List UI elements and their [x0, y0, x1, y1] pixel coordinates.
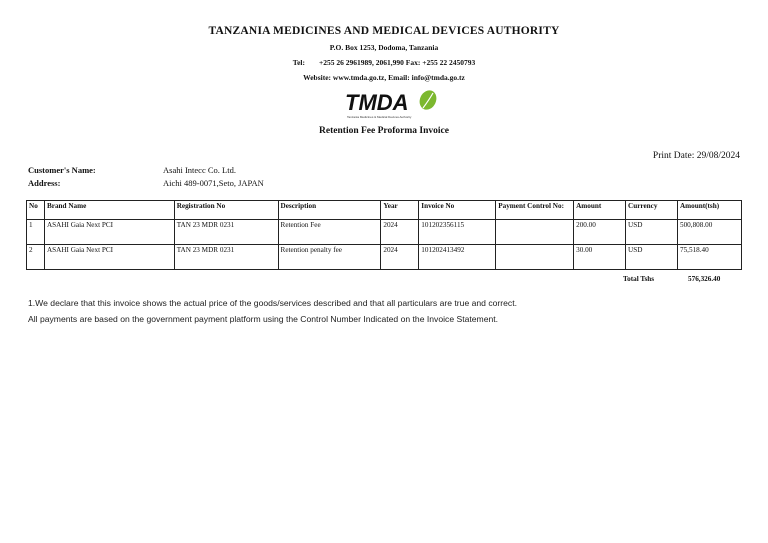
table-row — [27, 220, 742, 245]
cell-amount: 30.00 — [574, 245, 626, 270]
cell-description: Retention penalty fee — [278, 245, 381, 270]
customer-name-label: Customer's Name: — [28, 165, 96, 175]
cell-amount-tsh: 75,518.40 — [677, 245, 741, 270]
cell-invoice-no: 101202356115 — [419, 220, 496, 245]
organization-name: TANZANIA MEDICINES AND MEDICAL DEVICES AUTHORITY — [208, 25, 560, 37]
header-payment-control-no: Payment Control No: — [496, 201, 574, 220]
customer-address-label: Address: — [28, 178, 61, 188]
document-title: Retention Fee Proforma Invoice — [319, 126, 449, 136]
invoice-table — [26, 200, 742, 270]
cell-year: 2024 — [381, 220, 419, 245]
header-year: Year — [381, 201, 419, 220]
tel-label: Tel: — [292, 58, 305, 67]
logo-tagline: Tanzania Medicines & Medical Devices Authority — [347, 115, 412, 119]
header-no: No — [27, 201, 45, 220]
table-row — [27, 245, 742, 270]
cell-payment-control-no — [496, 245, 574, 270]
header-amount-tsh: Amount(tsh) — [677, 201, 741, 220]
total-label: Total Tshs — [623, 275, 655, 283]
tmda-logo — [345, 88, 439, 120]
cell-brand-name: ASAHI Gaia Next PCI — [44, 245, 174, 270]
cell-no: 1 — [27, 220, 45, 245]
header-currency: Currency — [626, 201, 678, 220]
cell-no: 2 — [27, 245, 45, 270]
organization-address: P.O. Box 1253, Dodoma, Tanzania — [329, 43, 439, 52]
website-email-line: Website: www.tmda.go.tz, Email: info@tmda.go.tz — [303, 73, 465, 82]
cell-year: 2024 — [381, 245, 419, 270]
cell-invoice-no: 101202413492 — [419, 245, 496, 270]
cell-description: Retention Fee — [278, 220, 381, 245]
cell-registration-no: TAN 23 MDR 0231 — [174, 245, 278, 270]
leaf-icon — [417, 88, 439, 112]
header-brand-name: Brand Name — [44, 201, 174, 220]
header-registration-no: Registration No — [174, 201, 278, 220]
payment-note: All payments are based on the government payment platform using the Control Number Indicated on the Invoice Statement. — [28, 314, 499, 324]
declaration-text: 1.We declare that this invoice shows the actual price of the goods/services described and that all particulars are true and correct. — [28, 298, 517, 308]
header-amount: Amount — [574, 201, 626, 220]
table-header-row — [27, 201, 742, 220]
total-value: 576,326.40 — [688, 275, 721, 283]
cell-brand-name: ASAHI Gaia Next PCI — [44, 220, 174, 245]
print-date: Print Date: 29/08/2024 — [652, 151, 740, 161]
cell-amount-tsh: 500,808.00 — [677, 220, 741, 245]
customer-name: Asahi Intecc Co. Ltd. — [163, 165, 236, 175]
logo-text: TMDA — [345, 90, 409, 115]
tel-value: +255 26 2961989, 2061,990 Fax: +255 22 2450793 — [318, 58, 476, 67]
cell-currency: USD — [626, 220, 678, 245]
customer-address: Aichi 489-0071,Seto, JAPAN — [163, 178, 264, 188]
contact-line — [0, 58, 768, 67]
cell-payment-control-no — [496, 220, 574, 245]
cell-amount: 200.00 — [574, 220, 626, 245]
header-invoice-no: Invoice No — [419, 201, 496, 220]
cell-currency: USD — [626, 245, 678, 270]
header-description: Description — [278, 201, 381, 220]
cell-registration-no: TAN 23 MDR 0231 — [174, 220, 278, 245]
